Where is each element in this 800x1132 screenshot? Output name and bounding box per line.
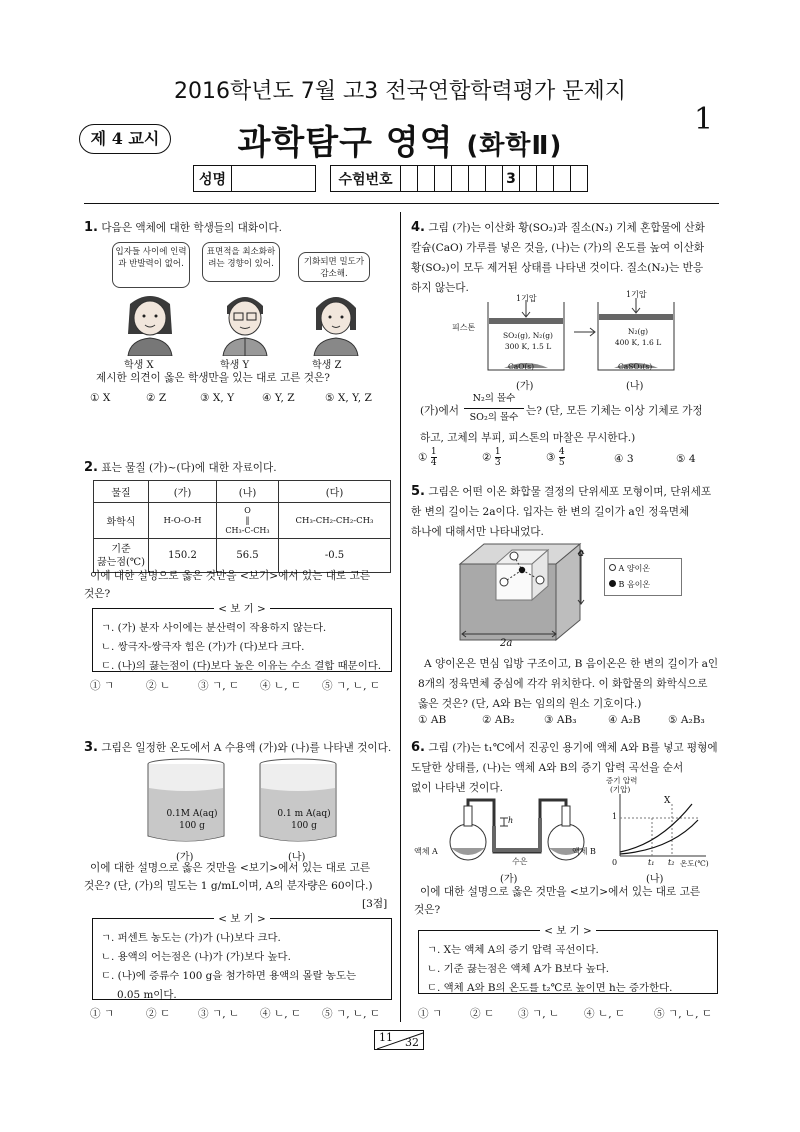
q2-bogi-item: ㄱ. (가) 분자 사이에는 분산력이 작용하지 않는다.: [101, 622, 327, 634]
q3-bogi-title: [93, 910, 391, 929]
q6-graph-ylabel-1: 증기 압력: [606, 776, 638, 785]
q4-atm-b: 1기압: [626, 290, 647, 299]
q3-bogi-title-text: < 보 기 >: [214, 913, 269, 925]
q2-cell-ketone: [217, 503, 279, 539]
q3-bogi-item: ㄴ. 용액의 어는점은 (나)가 (가)보다 높다.: [101, 951, 291, 963]
q6-bogi-title-text: < 보 기 >: [540, 925, 595, 937]
q4-cond-a: 300 K, 1.5 L: [504, 342, 552, 351]
q1-number: 1.: [84, 220, 98, 235]
q6-stem-line: 없이 나타낸 것이다.: [411, 782, 503, 794]
page-indicator: [374, 1030, 424, 1050]
q4-stem-line: 칼슘(CaO) 가루를 넣은 것을, (나)는 (가)의 온도를 높여 이산화: [411, 242, 705, 254]
q6-liquid-b-label: 액체 B: [572, 847, 596, 856]
q6-graph-ylabel: [606, 776, 637, 794]
q6-tick-t2: t₂: [668, 858, 675, 867]
q4-gas-b: N₂(g): [627, 327, 649, 336]
q4-choice[interactable]: ③ $\frac{4}{5}$: [546, 447, 565, 468]
q5-legend-b-text: B 음이온: [618, 580, 651, 589]
q2-choice[interactable]: ② ㄴ: [146, 680, 171, 692]
exam-number-digit[interactable]: [469, 166, 486, 192]
q4-fraction: [464, 390, 524, 427]
q3-choice[interactable]: ② ㄷ: [146, 1008, 171, 1020]
q5-edge-label-2a: 2a: [500, 638, 513, 649]
q1-label-x: 학생 X: [124, 360, 154, 371]
q4-contents-b: [600, 326, 676, 348]
q5-paragraph: [418, 654, 718, 714]
student-z-figure: [314, 297, 358, 356]
q2-bogi-item: ㄷ. (나)의 끓는점이 (다)보다 높은 이유는 수소 결합 때문이다.: [101, 660, 382, 672]
q6-graph-xlabel: 온도(℃): [680, 859, 709, 868]
q3-bogi-item: ㄱ. 퍼센트 농도는 (가)가 (나)보다 크다.: [101, 932, 281, 944]
q1-choice[interactable]: ⑤ X, Y, Z: [325, 392, 372, 404]
cation-a: [536, 576, 544, 584]
q6-question-line2: 것은?: [414, 904, 441, 916]
q2-cell: H-O-O-H: [149, 503, 217, 539]
q3-choice[interactable]: ③ ㄱ, ㄴ: [198, 1008, 240, 1020]
q2-choice[interactable]: ① ㄱ: [90, 680, 115, 692]
q4-question-line2: 하고, 고체의 부피, 피스톤의 마찰은 무시한다.): [420, 432, 636, 444]
q3-bogi-box: [92, 913, 392, 1001]
subject-title: [0, 115, 800, 164]
q2-cell: 150.2: [149, 539, 217, 573]
q1-stem-text: 다음은 액체에 대한 학생들의 대화이다.: [101, 222, 282, 234]
q4-piston-label: 피스톤: [452, 323, 476, 332]
beaker-b-mass: 100 g: [291, 821, 317, 831]
q3-stem-text: 그림은 일정한 온도에서 A 수용액 (가)와 (나)를 나타낸 것이다.: [101, 742, 392, 754]
footer-total: 32: [405, 1036, 419, 1049]
q2-header-cell: 물질: [94, 481, 149, 503]
q6-bogi-box: [418, 925, 718, 994]
q6-bogi-item: ㄴ. 기준 끓는점은 액체 A가 B보다 높다.: [427, 963, 610, 975]
q6-tick-one: 1: [612, 812, 618, 821]
q1-students-illustration: [110, 290, 390, 356]
q4-choice[interactable]: ① $\frac{1}{4}$: [418, 447, 437, 468]
exam-number-box: [330, 165, 588, 192]
cation-a: [500, 578, 508, 586]
footer-page: 11: [379, 1031, 393, 1044]
q1-bubble-y: 표면적을 최소화하려는 경향이 있어.: [202, 242, 280, 282]
q5-legend-b: [609, 577, 677, 593]
cation-a: [510, 552, 518, 560]
anion-b: [519, 567, 525, 573]
q4-atm-a: 1기압: [516, 294, 537, 303]
q2-question-line2: 것은?: [84, 588, 111, 600]
q3-choice[interactable]: ① ㄱ: [90, 1008, 115, 1020]
q3-choice[interactable]: ⑤ ㄱ, ㄴ, ㄷ: [322, 1008, 381, 1020]
q6-choice[interactable]: ① ㄱ: [418, 1008, 443, 1020]
student-y-figure: [223, 297, 267, 356]
q3-question-line1: 이에 대한 설명으로 옳은 것만을 <보기>에서 있는 대로 고른: [90, 862, 371, 874]
small-cube: [496, 550, 548, 600]
mercury-right: [538, 818, 542, 852]
q1-choice[interactable]: ① X: [90, 392, 111, 404]
exam-title: 2016학년도 7월 고3 전국연합학력평가 문제지: [174, 79, 626, 104]
q2-data-table: [93, 480, 391, 573]
q1-label-y: 학생 Y: [220, 360, 250, 371]
q2-cell: 56.5: [217, 539, 279, 573]
reaction-arrow: [574, 328, 595, 336]
q2-question-line1: 이에 대한 설명으로 옳은 것만을 <보기>에서 있는 대로 고른: [90, 570, 371, 582]
q5-choice[interactable]: ④ A₂B: [608, 714, 641, 726]
q6-choice[interactable]: ② ㄷ: [470, 1008, 495, 1020]
q6-graph-ylabel-2: (기압): [610, 785, 631, 794]
beaker-b-label: [264, 808, 344, 832]
exam-number-digit[interactable]: [401, 166, 418, 192]
name-label: 성명: [194, 166, 232, 192]
q2-choice[interactable]: ⑤ ㄱ, ㄴ, ㄷ: [322, 680, 381, 692]
q4-choice[interactable]: ② $\frac{1}{3}$: [482, 447, 501, 468]
exam-number-digit[interactable]: [554, 166, 571, 192]
q4-stem-line: 하지 않는다.: [411, 282, 469, 294]
q2-header-cell: (다): [279, 481, 391, 503]
q5-stem-line: 하나에 대해서만 나타내었다.: [411, 526, 544, 538]
q2-header-cell: (나): [217, 481, 279, 503]
q2-header-cell: (가): [149, 481, 217, 503]
q4-choice[interactable]: ④ 3: [614, 453, 634, 465]
q1-stem: [84, 218, 282, 238]
q5-stem: [411, 482, 711, 542]
ketone-oxygen: O: [244, 505, 251, 515]
q5-number: 5.: [411, 484, 425, 499]
q2-stem: [84, 458, 277, 478]
q1-bubble-z: 기화되면 밀도가 감소해.: [298, 252, 370, 282]
q6-bogi-title: [419, 922, 717, 941]
q2-cell: -0.5: [279, 539, 391, 573]
q6-bogi-item: ㄱ. X는 액체 A의 증기 압력 곡선이다.: [427, 944, 599, 956]
q4-label-b: (나): [626, 381, 644, 392]
q4-contents-a: [490, 330, 566, 352]
q4-stem: [411, 218, 705, 298]
q2-number: 2.: [84, 460, 98, 475]
q1-choice[interactable]: ② Z: [146, 392, 167, 404]
q3-label-b: (나): [288, 852, 306, 863]
ketone-chain: CH₃-C-CH₃: [225, 525, 270, 535]
q6-tick-t1: t₁: [648, 858, 655, 867]
q5-choice[interactable]: ③ AB₃: [544, 714, 577, 726]
student-x-figure: [128, 296, 172, 356]
subject-paren: (화학Ⅱ): [466, 131, 563, 161]
q1-choice[interactable]: ③ X, Y: [200, 392, 235, 404]
q4-stem-line: 황(SO₂)이 모두 제거된 상태를 나타낸 것이다. 질소(N₂)는 반응: [411, 262, 704, 274]
q5-choice[interactable]: ① AB: [418, 714, 447, 726]
exam-number-digit[interactable]: [571, 166, 588, 192]
q6-mercury-label: 수은: [512, 857, 528, 866]
beaker-b-conc: 0.1 m A(aq): [277, 809, 331, 819]
beaker-a-conc: 0.1M A(aq): [166, 809, 218, 819]
q2-row-label-line: 끓는점(℃): [97, 556, 145, 568]
q4-solid-a: CaO(s): [508, 362, 535, 371]
ketone-bond: ‖: [245, 515, 250, 525]
q2-choice[interactable]: ④ ㄴ, ㄷ: [260, 680, 302, 692]
column-divider: [400, 212, 401, 1022]
q5-choice[interactable]: ② AB₂: [482, 714, 515, 726]
q5-stem-line: 한 변의 길이는 2a이다. 입자는 한 변의 길이가 a인 정육면체: [411, 506, 690, 518]
q3-points: [3점]: [362, 898, 388, 910]
exam-number-digit[interactable]: [537, 166, 554, 192]
q6-bogi-item: ㄷ. 액체 A와 B의 온도를 t₂℃로 높이면 h는 증가한다.: [427, 982, 673, 994]
q6-h-label: h: [508, 816, 514, 825]
q4-question-prefix: (가)에서: [420, 405, 459, 417]
q6-liquid-a-label: 액체 A: [414, 847, 438, 856]
flask-a: [450, 806, 486, 860]
q4-gas-a: SO₂(g), N₂(g): [503, 331, 553, 340]
q2-row-label-line: 기준: [111, 543, 131, 555]
q3-choice[interactable]: ④ ㄴ, ㄷ: [260, 1008, 302, 1020]
q4-stem-line: 그림 (가)는 이산화 황(SO₂)과 질소(N₂) 기체 혼합물에 산화: [428, 222, 705, 234]
q3-bogi-item: ㄷ. (나)에 증류수 100 g을 첨가하면 용액의 몰랄 농도는: [101, 970, 357, 982]
q4-question: [420, 394, 720, 430]
q5-choice[interactable]: ⑤ A₂B₃: [668, 714, 705, 726]
exam-number-digit[interactable]: [418, 166, 435, 192]
q6-vapor-pressure-graph: [610, 790, 710, 866]
q4-question-suffix: 는? (단, 모든 기체는 이상 기체로 가정: [526, 405, 703, 417]
q5-stem-line: 그림은 어떤 이온 화합물 결정의 단위세포 모형이며, 단위세포: [428, 486, 712, 498]
name-field[interactable]: [232, 166, 316, 192]
q2-bogi-title-text: < 보 기 >: [214, 603, 269, 615]
curve-x: [620, 804, 692, 852]
q2-stem-text: 표는 물질 (가)~(다)에 대한 자료이다.: [101, 462, 277, 474]
session-badge: 제 4 교시: [79, 124, 171, 154]
q2-bogi-title: [93, 600, 391, 619]
q6-stem-line: 도달한 상태를, (나)는 액체 A와 B의 증기 압력 곡선을 순서: [411, 762, 684, 774]
q6-label-b: (나): [646, 874, 664, 885]
q5-para-line: A 양이온은 면심 입방 구조이고, B 음이온은 한 변의 길이가 a인: [424, 658, 719, 670]
exam-number-digit[interactable]: [435, 166, 452, 192]
q1-choice[interactable]: ④ Y, Z: [262, 392, 295, 404]
q6-stem: [411, 738, 718, 798]
exam-number-label: 수험번호: [331, 166, 401, 192]
q2-choice[interactable]: ③ ㄱ, ㄷ: [198, 680, 240, 692]
q3-stem: [84, 738, 391, 758]
q5-para-line: 8개의 정육면체 중심에 각각 위치한다. 이 화합물의 화학식으로: [418, 678, 708, 690]
exam-number-digit[interactable]: [520, 166, 537, 192]
q1-bubble-x: 입자들 사이에 인력과 반발력이 없어.: [112, 242, 190, 288]
q4-number: 4.: [411, 220, 425, 235]
exam-number-digit[interactable]: [452, 166, 469, 192]
q1-question: 제시한 의견이 옳은 학생만을 있는 대로 고른 것은?: [96, 372, 330, 384]
header-divider: [84, 203, 719, 204]
q2-bogi-box: [92, 603, 392, 672]
q2-bogi-item: ㄴ. 쌍극자-쌍극자 힘은 (가)가 (다)보다 크다.: [101, 641, 305, 653]
q5-legend-a: [609, 561, 677, 577]
q4-frac-num: N₂의 몰수: [464, 390, 524, 409]
q6-label-a: (가): [500, 874, 518, 885]
q3-label-a: (가): [176, 852, 194, 863]
q4-solid-b: CaSO₃(s): [618, 362, 653, 371]
q5-para-line: 옳은 것은? (단, A와 B는 임의의 원소 기호이다.): [418, 698, 642, 710]
q2-row-label: 화학식: [94, 503, 149, 539]
subject-name: 과학탐구 영역: [237, 123, 454, 163]
q3-number: 3.: [84, 740, 98, 755]
name-field-box: [193, 165, 316, 192]
beaker-a-label: [152, 808, 232, 832]
q4-cond-b: 400 K, 1.6 L: [614, 338, 662, 347]
q6-choice[interactable]: ⑤ ㄱ, ㄴ, ㄷ: [654, 1008, 713, 1020]
q6-tick-zero: 0: [612, 858, 618, 867]
page-number: 1: [694, 102, 714, 137]
q2-cell: CH₃-CH₂-CH₂-CH₃: [279, 503, 391, 539]
q5-edge-label-a: a: [578, 548, 584, 559]
q6-curve-x-label: X: [664, 796, 671, 806]
exam-number-digit[interactable]: [486, 166, 503, 192]
q1-label-z: 학생 Z: [312, 360, 342, 371]
q5-legend: [604, 558, 682, 596]
q6-choice[interactable]: ③ ㄱ, ㄴ: [518, 1008, 560, 1020]
q4-choices: [418, 444, 718, 470]
q5-legend-a-text: A 양이온: [618, 564, 651, 573]
q6-stem-line: 그림 (가)는 t₁℃에서 진공인 용기에 액체 A와 B를 넣고 평형에: [428, 742, 718, 754]
exam-number-digit-fixed: 3: [503, 166, 520, 192]
q4-frac-den: SO₂의 몰수: [469, 412, 519, 423]
beaker-a-mass: 100 g: [179, 821, 205, 831]
q6-number: 6.: [411, 740, 425, 755]
q6-choice[interactable]: ④ ㄴ, ㄷ: [584, 1008, 626, 1020]
q4-label-a: (가): [516, 381, 534, 392]
q3-bogi-item-cont: 0.05 m이다.: [117, 989, 177, 1001]
q4-choice[interactable]: ⑤ 4: [676, 453, 696, 465]
q3-question-line2: 것은? (단, (가)의 밀도는 1 g/mL이며, A의 분자량은 60이다.): [84, 880, 373, 892]
q6-question-line1: 이에 대한 설명으로 옳은 것만을 <보기>에서 있는 대로 고른: [420, 886, 701, 898]
